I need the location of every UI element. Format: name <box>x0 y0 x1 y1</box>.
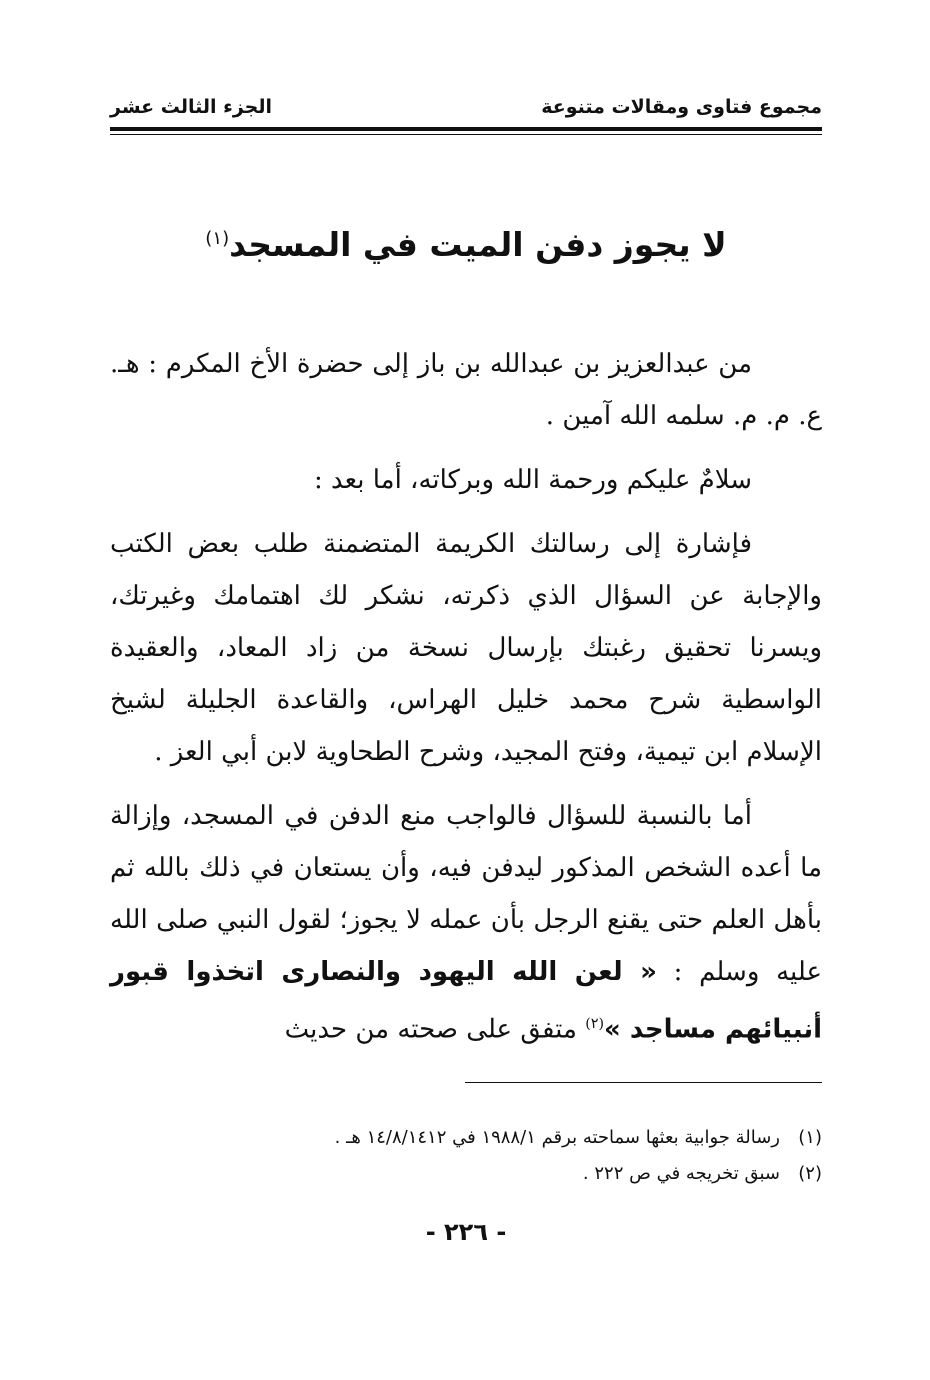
footnote-item <box>110 1156 822 1192</box>
book-title: مجموع فتاوى ومقالات متنوعة <box>541 96 822 118</box>
page-number: - ٢٢٦ - <box>425 1218 507 1246</box>
footnote-text: سبق تخريجه في ص ٢٢٢ . <box>582 1163 780 1184</box>
footnote-mark: (٢) <box>798 1163 822 1184</box>
footnote-item <box>110 1120 822 1156</box>
footnote-text: رسالة جوابية بعثها سماحته برقم ١٩٨٨/١ في ١٤/٨/١٤١٢ هـ . <box>334 1127 780 1148</box>
paragraph-sender: من عبدالعزيز بن عبدالله بن باز إلى حضرة الأخ المكرم : هـ. ع. م. م. سلمه الله آمين . <box>110 349 822 431</box>
paragraph-books: فإشارة إلى رسالتك الكريمة المتضمنة طلب بعض الكتب والإجابة عن السؤال الذي ذكرته، نشكر لك اهتمامك وغيرتك، ويسرنا تحقيق رغبتك بإرسال نسخة من زاد المعاد، والعقيدة الواسطية شرح محمد خليل الهراس، والقاعدة الجليلة لشيخ الإسلام ابن تيمية، وفتح المجيد، وشرح الطحاوية لابن أبي العز . <box>110 529 822 767</box>
ruling-text-end: متفق على صحته من حديث <box>284 1014 577 1045</box>
volume-label: الجزء الثالث عشر <box>110 96 273 118</box>
footnote-mark: (١) <box>798 1127 822 1148</box>
hadith-quote: « لعن الله اليهود والنصارى اتخذوا قبور أنبيائهم مساجد » <box>110 957 822 1045</box>
paragraph-ruling <box>110 790 822 1056</box>
header-rule-thin <box>110 134 822 135</box>
title-footnote-ref: (١) <box>205 228 230 249</box>
letter-body <box>110 338 822 1068</box>
header-rule-thick <box>110 127 822 131</box>
paragraph-greeting: سلامٌ عليكم ورحمة الله وبركاته، أما بعد : <box>314 465 752 495</box>
hadith-footnote-ref: (٢) <box>585 1016 605 1032</box>
title-text: لا يجوز دفن الميت في المسجد <box>229 225 727 264</box>
footnote-separator <box>465 1082 822 1083</box>
ruling-text: أما بالنسبة للسؤال فالواجب منع الدفن في المسجد، وإزالة ما أعده الشخص المذكور ليدفن فيه، وأن يستعان في ذلك بالله ثم بأهل العلم حتى يقنع الرجل بأن عمله لا يجوز؛ لقول النبي صلى الله عليه وسلم : <box>110 801 823 987</box>
page-title <box>110 225 822 264</box>
footnotes <box>110 1120 822 1192</box>
running-header <box>110 96 822 122</box>
